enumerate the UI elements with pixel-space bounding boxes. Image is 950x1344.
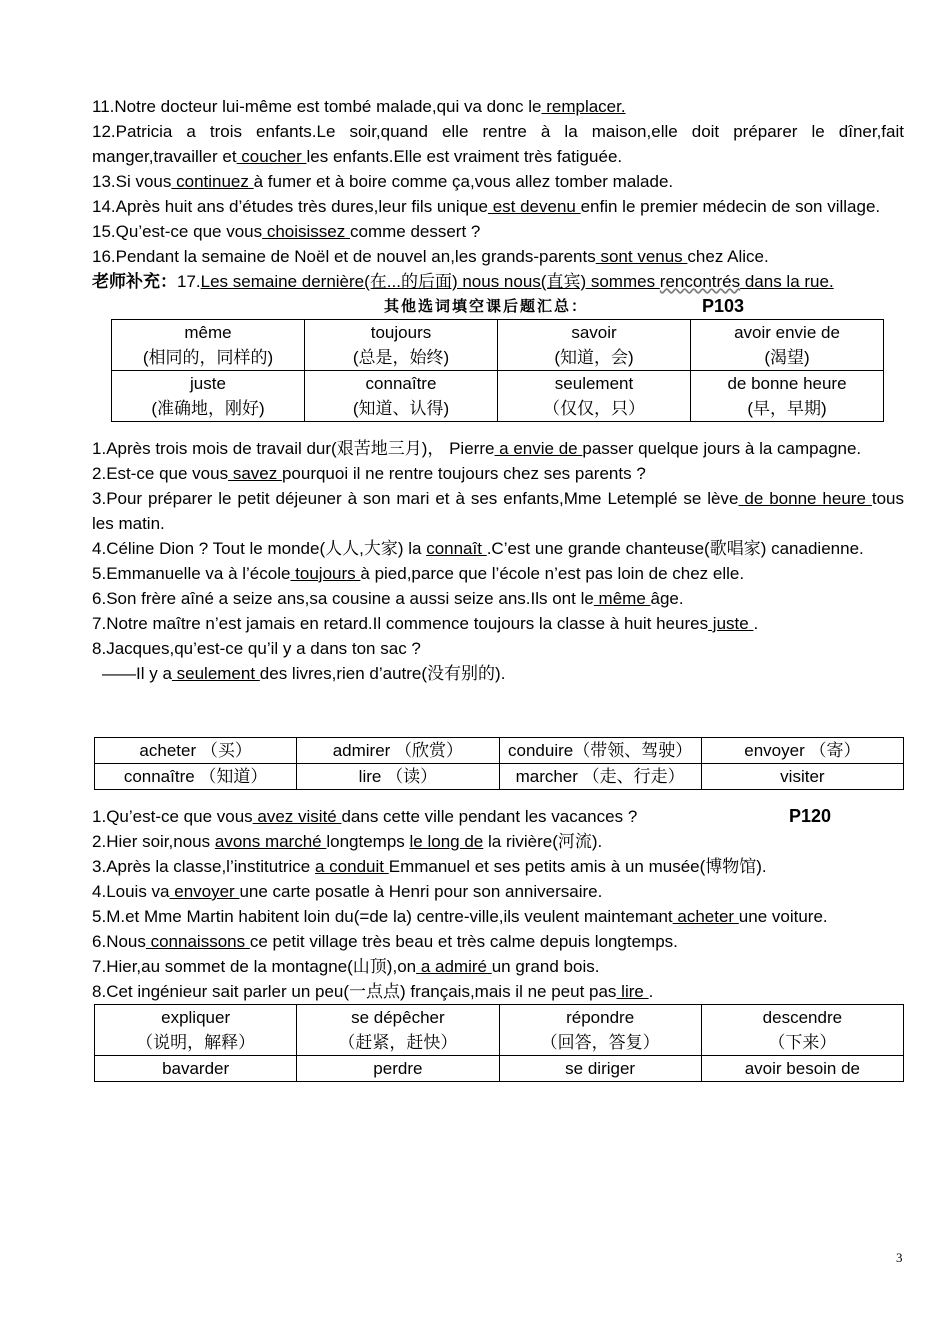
table-row bbox=[95, 1056, 904, 1082]
exercise-item: 1.Qu’est-ce que vous avez visité dans cette ville pendant les vacances ? P120 bbox=[92, 804, 904, 829]
answer-blank: juste bbox=[708, 614, 754, 633]
exercise-item: 13.Si vous continuez à fumer et à boire comme ça,vous allez tomber malade. bbox=[92, 172, 674, 191]
exercise-item: 15.Qu’est-ce que vous choisissez comme dessert ? bbox=[92, 222, 481, 241]
answer-blank: remplacer. bbox=[541, 97, 626, 116]
answer-blank: même bbox=[593, 589, 651, 608]
table-cell: conduire（带领、驾驶） bbox=[499, 738, 701, 764]
answer-blank: choisissez bbox=[262, 222, 350, 241]
teacher-label: 老师补充： bbox=[92, 272, 177, 291]
page-number: 3 bbox=[896, 1250, 903, 1265]
table-cell: admirer （欣赏） bbox=[297, 738, 499, 764]
table-cell: descendre （下来） bbox=[701, 1005, 903, 1056]
exercise-item: 4.Céline Dion ? Tout le monde(人人,大家) la connaît .C’est une grande chanteuse(歌唱家) canadienne. bbox=[92, 539, 864, 558]
table-row bbox=[112, 320, 884, 371]
answer-blank: sont venus bbox=[595, 247, 688, 266]
answer-blank: a conduit bbox=[315, 857, 389, 876]
exercise-item: 14.Après huit ans d’études très dures,leur fils unique est devenu enfin le premier médecin de son village. bbox=[92, 197, 881, 216]
answer-blank: envoyer bbox=[169, 882, 240, 901]
exercise-item: 12.Patricia a trois enfants.Le soir,quand elle rentre à la maison,elle doit préparer le dîner,fait manger,travailler et coucher les enfants.Elle est vraiment très fatiguée. bbox=[92, 122, 904, 166]
table-cell: toujours (总是，始终) bbox=[305, 320, 498, 371]
word-bank-table bbox=[111, 319, 884, 422]
exercise-item: 3.Pour préparer le petit déjeuner à son mari et à ses enfants,Mme Letemplé se lève de bonne heure tous les matin. bbox=[92, 489, 904, 533]
answer-blank: est devenu bbox=[487, 197, 581, 216]
table-cell: de bonne heure (早，早期) bbox=[691, 371, 884, 422]
table-row bbox=[95, 764, 904, 790]
answer-blank: avez visité bbox=[252, 807, 342, 826]
exercise-item: 2.Est-ce que vous savez pourquoi il ne rentre toujours chez ses parents ? bbox=[92, 464, 646, 483]
exercise-item: 8.Cet ingénieur sait parler un peu(一点点) français,mais il ne peut pas lire . bbox=[92, 982, 654, 1001]
word-bank-table-2 bbox=[94, 1004, 904, 1082]
verb-bank-table bbox=[94, 737, 904, 790]
exercise-answer-line: ——Il y a seulement des livres,rien d’autre(没有别的). bbox=[102, 664, 506, 683]
table-cell: envoyer （寄） bbox=[701, 738, 903, 764]
exercise-item: 6.Nous connaissons ce petit village très beau et très calme depuis longtemps. bbox=[92, 932, 678, 951]
table-cell: perdre bbox=[297, 1056, 499, 1082]
answer-blank: avons marché bbox=[214, 832, 327, 851]
answer-blank: connaissons bbox=[145, 932, 250, 951]
teacher-supplement: 老师补充：17.Les semaine dernière(在...的后面) nous nous(直宾) sommes rencontrés dans la rue. bbox=[92, 272, 834, 291]
answer-blank: toujours bbox=[290, 564, 361, 583]
table-cell: acheter （买） bbox=[95, 738, 297, 764]
table-row bbox=[95, 738, 904, 764]
page-reference: P120 bbox=[789, 806, 832, 826]
exercise-item: 2.Hier soir,nous avons marché longtemps le long de la rivière(河流). bbox=[92, 832, 603, 851]
section-3-exercises bbox=[92, 804, 904, 1004]
exercise-item: 3.Après la classe,l’institutrice a conduit Emmanuel et ses petits amis à un musée(博物馆). bbox=[92, 857, 767, 876]
table-cell: connaître （知道） bbox=[95, 764, 297, 790]
answer-blank: le long de bbox=[409, 832, 484, 851]
table-cell: répondre （回答，答复） bbox=[499, 1005, 701, 1056]
table-cell: bavarder bbox=[95, 1056, 297, 1082]
table-cell: seulement （仅仅，只） bbox=[498, 371, 691, 422]
exercise-item: 5.Emmanuelle va à l’école toujours à pied,parce que l’école n’est pas loin de chez elle. bbox=[92, 564, 745, 583]
table-cell: avoir besoin de bbox=[701, 1056, 903, 1082]
table-cell: lire （读） bbox=[297, 764, 499, 790]
exercise-item: 7.Notre maître n’est jamais en retard.Il commence toujours la classe à huit heures juste . bbox=[92, 614, 759, 633]
exercise-item: 6.Son frère aîné a seize ans,sa cousine a aussi seize ans.Ils ont le même âge. bbox=[92, 589, 684, 608]
exercise-item: 5.M.et Mme Martin habitent loin du(=de la) centre-ville,ils veulent maintemant acheter une voiture. bbox=[92, 907, 828, 926]
table-cell: avoir envie de (渴望) bbox=[691, 320, 884, 371]
answer-blank: a envie de bbox=[494, 439, 583, 458]
page-reference: P103 bbox=[702, 296, 745, 316]
section-2-header bbox=[92, 294, 904, 319]
exercise-item: 7.Hier,au sommet de la montagne(山顶),on a admiré un grand bois. bbox=[92, 957, 600, 976]
answer-blank: continuez bbox=[171, 172, 254, 191]
table-cell: savoir (知道，会) bbox=[498, 320, 691, 371]
answer-blank: coucher bbox=[236, 147, 307, 166]
exercise-item: 16.Pendant la semaine de Noël et de nouvel an,les grands-parents sont venus chez Alice. bbox=[92, 247, 769, 266]
answer-blank: seulement bbox=[171, 664, 260, 683]
answer-blank: a admiré bbox=[416, 957, 492, 976]
table-cell: se diriger bbox=[499, 1056, 701, 1082]
answer-blank: de bonne heure bbox=[738, 489, 872, 508]
section-2-exercises bbox=[92, 436, 904, 686]
answer-blank: acheter bbox=[672, 907, 739, 926]
table-row bbox=[112, 371, 884, 422]
table-row bbox=[95, 1005, 904, 1056]
table-cell: connaître (知道、认得) bbox=[305, 371, 498, 422]
answer-blank: lire bbox=[616, 982, 649, 1001]
exercise-item: 1.Après trois mois de travail dur(艰苦地三月)， Pierre a envie de passer quelque jours à la campagne. bbox=[92, 439, 862, 458]
table-cell: visiter bbox=[701, 764, 903, 790]
answer-blank: connaît bbox=[426, 539, 487, 558]
table-cell: expliquer （说明，解释） bbox=[95, 1005, 297, 1056]
exercise-item: 8.Jacques,qu’est-ce qu’il y a dans ton sac ? bbox=[92, 639, 421, 658]
section-1 bbox=[92, 94, 904, 294]
table-cell: se dépêcher （赶紧，赶快） bbox=[297, 1005, 499, 1056]
exercise-item: 4.Louis va envoyer une carte posatle à Henri pour son anniversaire. bbox=[92, 882, 603, 901]
answer-blank: savez bbox=[228, 464, 282, 483]
table-cell: juste (准确地，刚好) bbox=[112, 371, 305, 422]
exercise-item: 11.Notre docteur lui-même est tombé malade,qui va donc le remplacer. bbox=[92, 97, 626, 116]
table-cell: marcher （走、行走） bbox=[499, 764, 701, 790]
document-page bbox=[92, 94, 904, 1082]
section-title: 其他选词填空课后题汇总： bbox=[384, 297, 589, 315]
table-cell: même (相同的，同样的) bbox=[112, 320, 305, 371]
